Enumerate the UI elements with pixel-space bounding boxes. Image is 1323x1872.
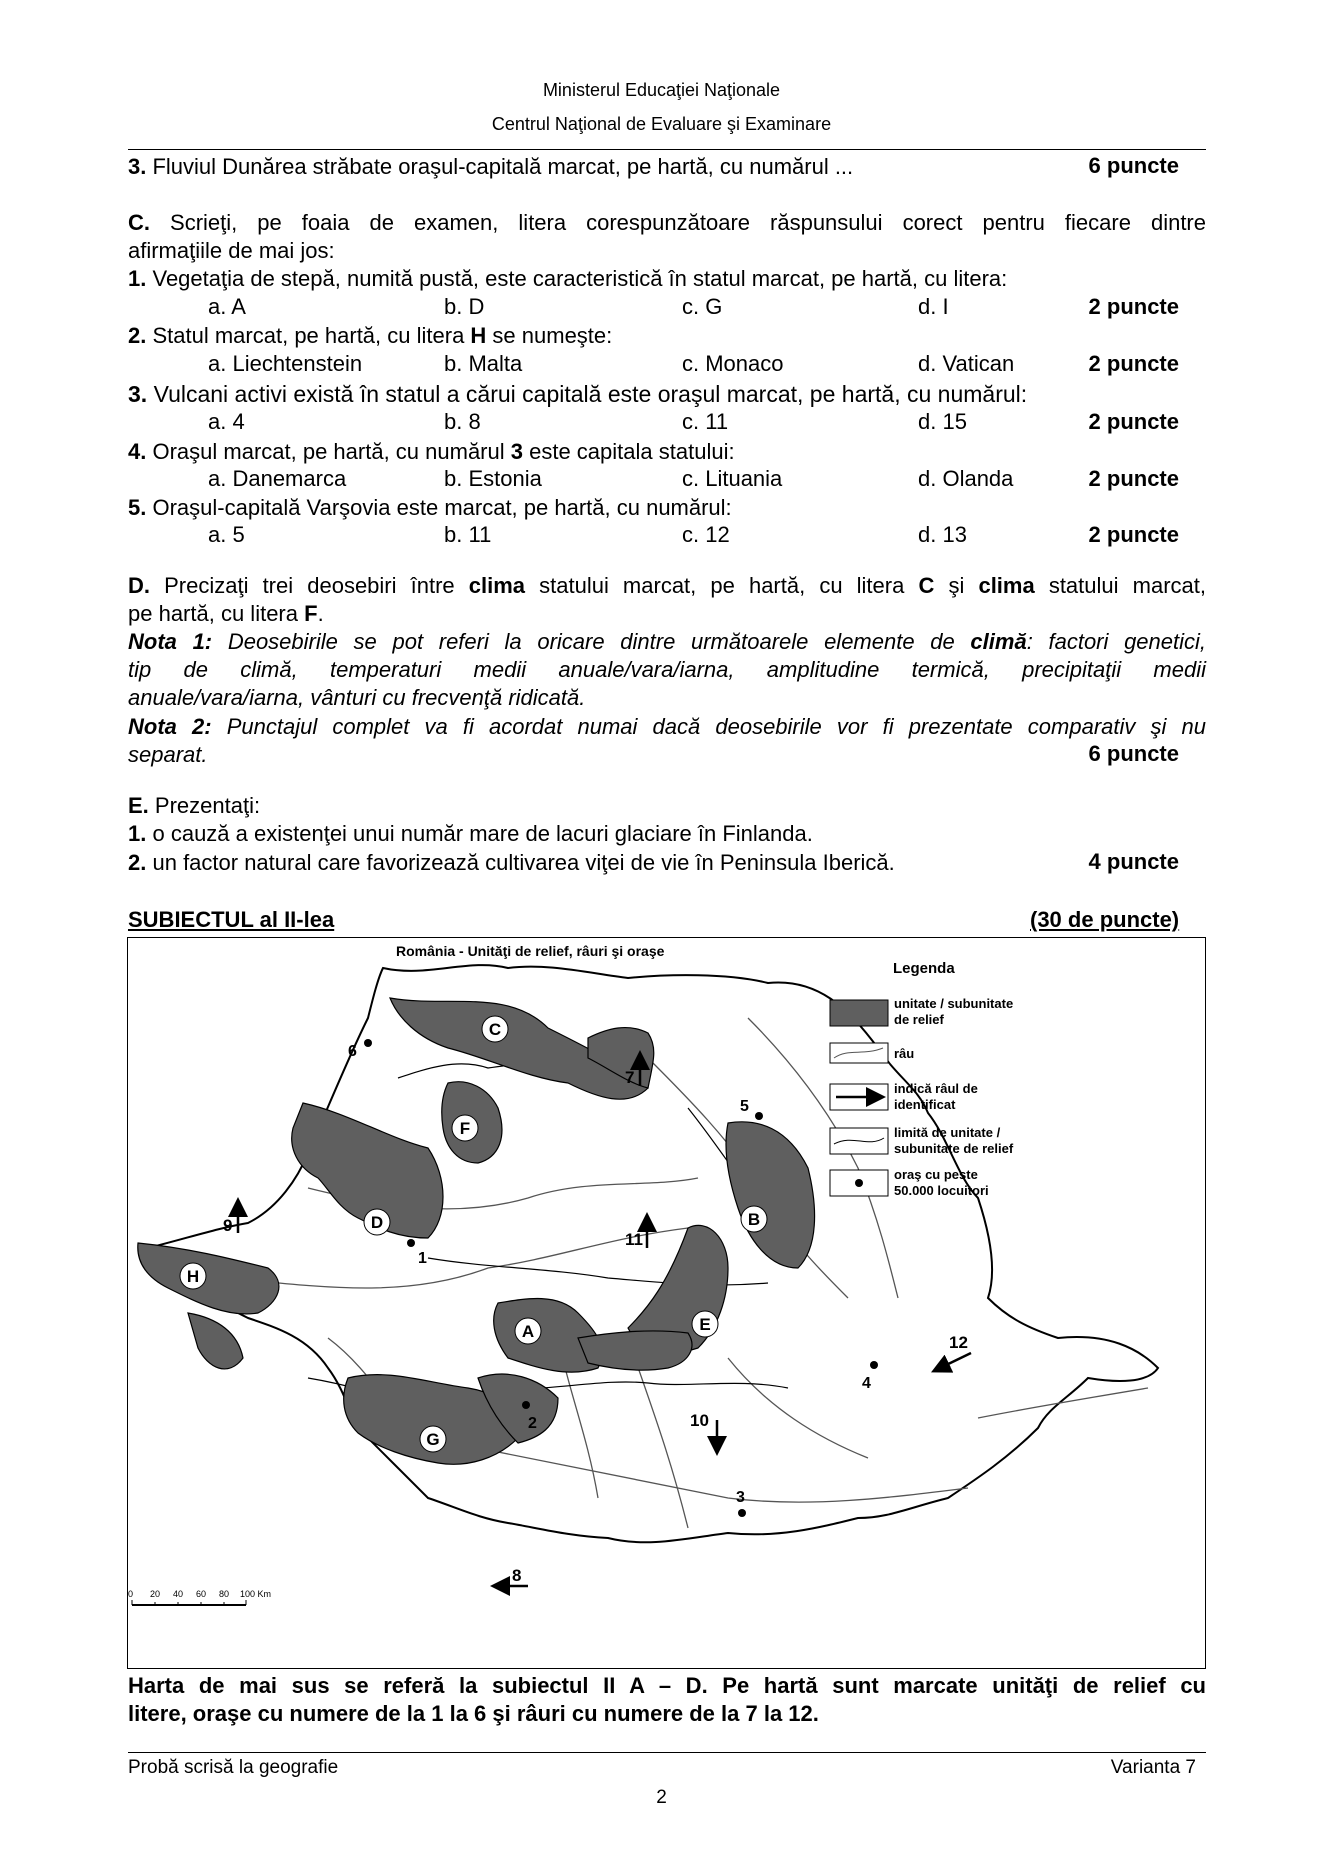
river-10-label: 10 xyxy=(690,1411,709,1430)
svg-text:80: 80 xyxy=(219,1589,230,1599)
q3-points: 6 puncte xyxy=(1088,153,1179,178)
e-points: 4 puncte xyxy=(1088,849,1179,874)
svg-text:indică râul de: indică râul de xyxy=(894,1081,978,1096)
c2-option-d: d. Vatican xyxy=(918,351,1015,376)
nota-1-line-2: tip de climă, temperaturi medii anuale/vara/iarna, amplitudine termică, precipitaţii medii xyxy=(128,657,1206,682)
c-item-2: 2. Statul marcat, pe hartă, cu litera H se numeşte: xyxy=(128,323,613,348)
c4-option-a: a. Danemarca xyxy=(208,466,347,491)
c1-option-c: c. G xyxy=(682,294,723,319)
e-item-2: 2. un factor natural care favorizează cultivarea viţei de vie în Peninsula Iberică. xyxy=(128,850,895,875)
city-2-label: 2 xyxy=(528,1415,537,1432)
section-d-line-2: pe hartă, cu litera F. xyxy=(128,601,324,626)
city-5-dot xyxy=(755,1112,763,1120)
c-item-3: 3. Vulcani activi există în statul a cărui capitală este oraşul marcat, pe hartă, cu numărul: xyxy=(128,381,1028,407)
c1-option-b: b. D xyxy=(444,294,485,319)
c3-option-c: c. 11 xyxy=(682,409,729,434)
letter-g xyxy=(420,1426,446,1452)
svg-text:H: H xyxy=(186,1267,200,1286)
c3-points: 2 puncte xyxy=(1088,409,1179,434)
river-7-label: 7 xyxy=(625,1068,635,1087)
c2-option-a: a. Liechtenstein xyxy=(208,351,363,376)
relief-unit-h-south xyxy=(188,1313,243,1369)
c-item-4: 4. Oraşul marcat, pe hartă, cu numărul 3 este capitala statului: xyxy=(128,439,735,464)
nota-2: Nota 2: Punctajul complet va fi acordat numai dacă deosebirile vor fi prezentate comparativ şi nu xyxy=(128,714,1206,739)
footer-rule xyxy=(128,1752,1206,1753)
svg-text:B: B xyxy=(747,1210,761,1229)
city-1-dot xyxy=(407,1239,415,1247)
map-scale xyxy=(128,1589,271,1605)
header-ministry: Ministerul Educaţiei Naţionale xyxy=(542,80,781,100)
svg-text:limită de unitate /: limită de unitate / xyxy=(894,1125,1001,1140)
subject-2-points: (30 de puncte) xyxy=(1030,907,1180,932)
svg-text:E: E xyxy=(699,1315,711,1334)
e-item-1: 1. o cauză a existenţei unui număr mare de lacuri glaciare în Finlanda. xyxy=(128,821,813,846)
letter-a xyxy=(515,1318,541,1344)
city-3-label: 3 xyxy=(736,1489,745,1506)
letter-b xyxy=(741,1206,767,1232)
c3-option-a: a. 4 xyxy=(208,409,245,434)
nota-2-line-2: separat. xyxy=(128,742,208,767)
c1-points: 2 puncte xyxy=(1088,294,1179,319)
relief-unit-h xyxy=(138,1243,279,1314)
city-4-label: 4 xyxy=(862,1375,871,1392)
city-4-dot xyxy=(870,1361,878,1369)
question-3: 3. Fluviul Dunărea străbate oraşul-capitală marcat, pe hartă, cu numărul ... xyxy=(128,154,854,179)
city-6-dot xyxy=(364,1039,372,1047)
letter-e xyxy=(692,1311,718,1337)
svg-text:de relief: de relief xyxy=(894,1012,944,1027)
river-12-arrow xyxy=(940,1353,971,1368)
header-center: Centrul Naţional de Evaluare şi Examinare xyxy=(491,114,832,134)
svg-text:60: 60 xyxy=(196,1589,207,1599)
section-d-line-1: D. Precizaţi trei deosebiri între clima statului marcat, pe hartă, cu litera C şi clima statului marcat, xyxy=(128,573,1206,598)
river-12-label: 12 xyxy=(949,1333,968,1352)
c4-points: 2 puncte xyxy=(1088,466,1179,491)
svg-text:râu: râu xyxy=(894,1046,915,1061)
letter-f xyxy=(452,1115,478,1141)
svg-text:C: C xyxy=(488,1020,502,1039)
map-legend xyxy=(830,960,1014,1198)
subject-2-title: SUBIECTUL al II-lea xyxy=(128,907,335,932)
c-item-1: 1. Vegetaţia de stepă, numită pustă, este caracteristică în statul marcat, pe hartă, cu litera: xyxy=(128,266,1008,291)
city-1-label: 1 xyxy=(418,1250,427,1267)
svg-text:D: D xyxy=(370,1213,384,1232)
svg-text:G: G xyxy=(426,1430,440,1449)
svg-text:subunitate de relief: subunitate de relief xyxy=(894,1141,1014,1156)
letter-d xyxy=(364,1209,390,1235)
c3-option-d: d. 15 xyxy=(918,409,967,434)
legend-relief-swatch xyxy=(830,1000,888,1026)
footer-right: Varianta 7 xyxy=(1110,1757,1196,1778)
header-rule xyxy=(128,149,1206,150)
map-caption-line-2: litere, oraşe cu numere de la 1 la 6 şi râuri cu numere de la 7 la 12. xyxy=(128,1701,819,1726)
c2-option-b: b. Malta xyxy=(444,351,523,376)
city-2-dot xyxy=(522,1401,530,1409)
map-title: România - Unităţi de relief, râuri şi oraşe xyxy=(396,943,665,959)
svg-text:100 Km: 100 Km xyxy=(240,1589,272,1599)
relief-unit-b xyxy=(726,1122,815,1268)
svg-text:40: 40 xyxy=(173,1589,184,1599)
river-11-label: 11 xyxy=(625,1230,643,1249)
svg-text:oraş cu peste: oraş cu peste xyxy=(894,1167,978,1182)
relief-unit-a xyxy=(494,1299,602,1373)
relief-unit-a-east xyxy=(578,1331,692,1370)
page-number: 2 xyxy=(656,1787,667,1808)
map-svg xyxy=(128,938,1205,1668)
c2-option-c: c. Monaco xyxy=(682,351,784,376)
c5-option-a: a. 5 xyxy=(208,522,245,547)
c-item-5: 5. Oraşul-capitală Varşovia este marcat, pe hartă, cu numărul: xyxy=(128,495,732,520)
letter-c xyxy=(482,1016,508,1042)
svg-text:20: 20 xyxy=(150,1589,161,1599)
d-points: 6 puncte xyxy=(1088,741,1179,766)
c2-points: 2 puncte xyxy=(1088,351,1179,376)
nota-1: Nota 1: Deosebirile se pot referi la oricare dintre următoarele elemente de climă: factori genetici, xyxy=(128,629,1207,654)
svg-text:A: A xyxy=(521,1322,535,1341)
c5-option-d: d. 13 xyxy=(918,522,967,547)
svg-text:unitate / subunitate: unitate / subunitate xyxy=(894,996,1014,1011)
section-c-intro: C. Scrieţi, pe foaia de examen, litera corespunzătoare răspunsului corect pentru fiecare dintre xyxy=(128,210,1206,235)
c5-option-c: c. 12 xyxy=(682,522,730,547)
svg-text:identificat: identificat xyxy=(894,1097,956,1112)
c5-option-b: b. 11 xyxy=(444,522,492,547)
c1-option-a: a. A xyxy=(208,294,246,319)
legend-river-swatch xyxy=(830,1043,888,1063)
city-3-dot xyxy=(738,1509,746,1517)
c4-option-b: b. Estonia xyxy=(444,466,542,491)
city-6-label: 6 xyxy=(348,1043,357,1060)
c4-option-d: d. Olanda xyxy=(918,466,1014,491)
river-9-label: 9 xyxy=(223,1216,233,1235)
city-5-label: 5 xyxy=(740,1098,749,1115)
c4-option-c: c. Lituania xyxy=(682,466,783,491)
letter-h xyxy=(180,1263,206,1289)
legend-title: Legenda xyxy=(893,960,955,977)
svg-text:0: 0 xyxy=(128,1589,134,1599)
c1-option-d: d. I xyxy=(918,294,949,319)
svg-text:50.000 locuitori: 50.000 locuitori xyxy=(894,1183,989,1198)
c3-option-b: b. 8 xyxy=(444,409,481,434)
river-8-label: 8 xyxy=(512,1566,522,1585)
c5-points: 2 puncte xyxy=(1088,522,1179,547)
section-e-title: E. Prezentaţi: xyxy=(128,793,261,818)
footer-left: Probă scrisă la geografie xyxy=(128,1757,339,1778)
section-c-intro-2: afirmaţiile de mai jos: xyxy=(128,238,335,263)
romania-map xyxy=(127,937,1206,1669)
map-caption-line-1: Harta de mai sus se referă la subiectul II A – D. Pe hartă sunt marcate unităţi de relief cu xyxy=(128,1673,1206,1698)
nota-1-line-3: anuale/vara/iarna, vânturi cu frecvenţă ridicată. xyxy=(128,685,586,710)
svg-text:F: F xyxy=(459,1119,471,1138)
